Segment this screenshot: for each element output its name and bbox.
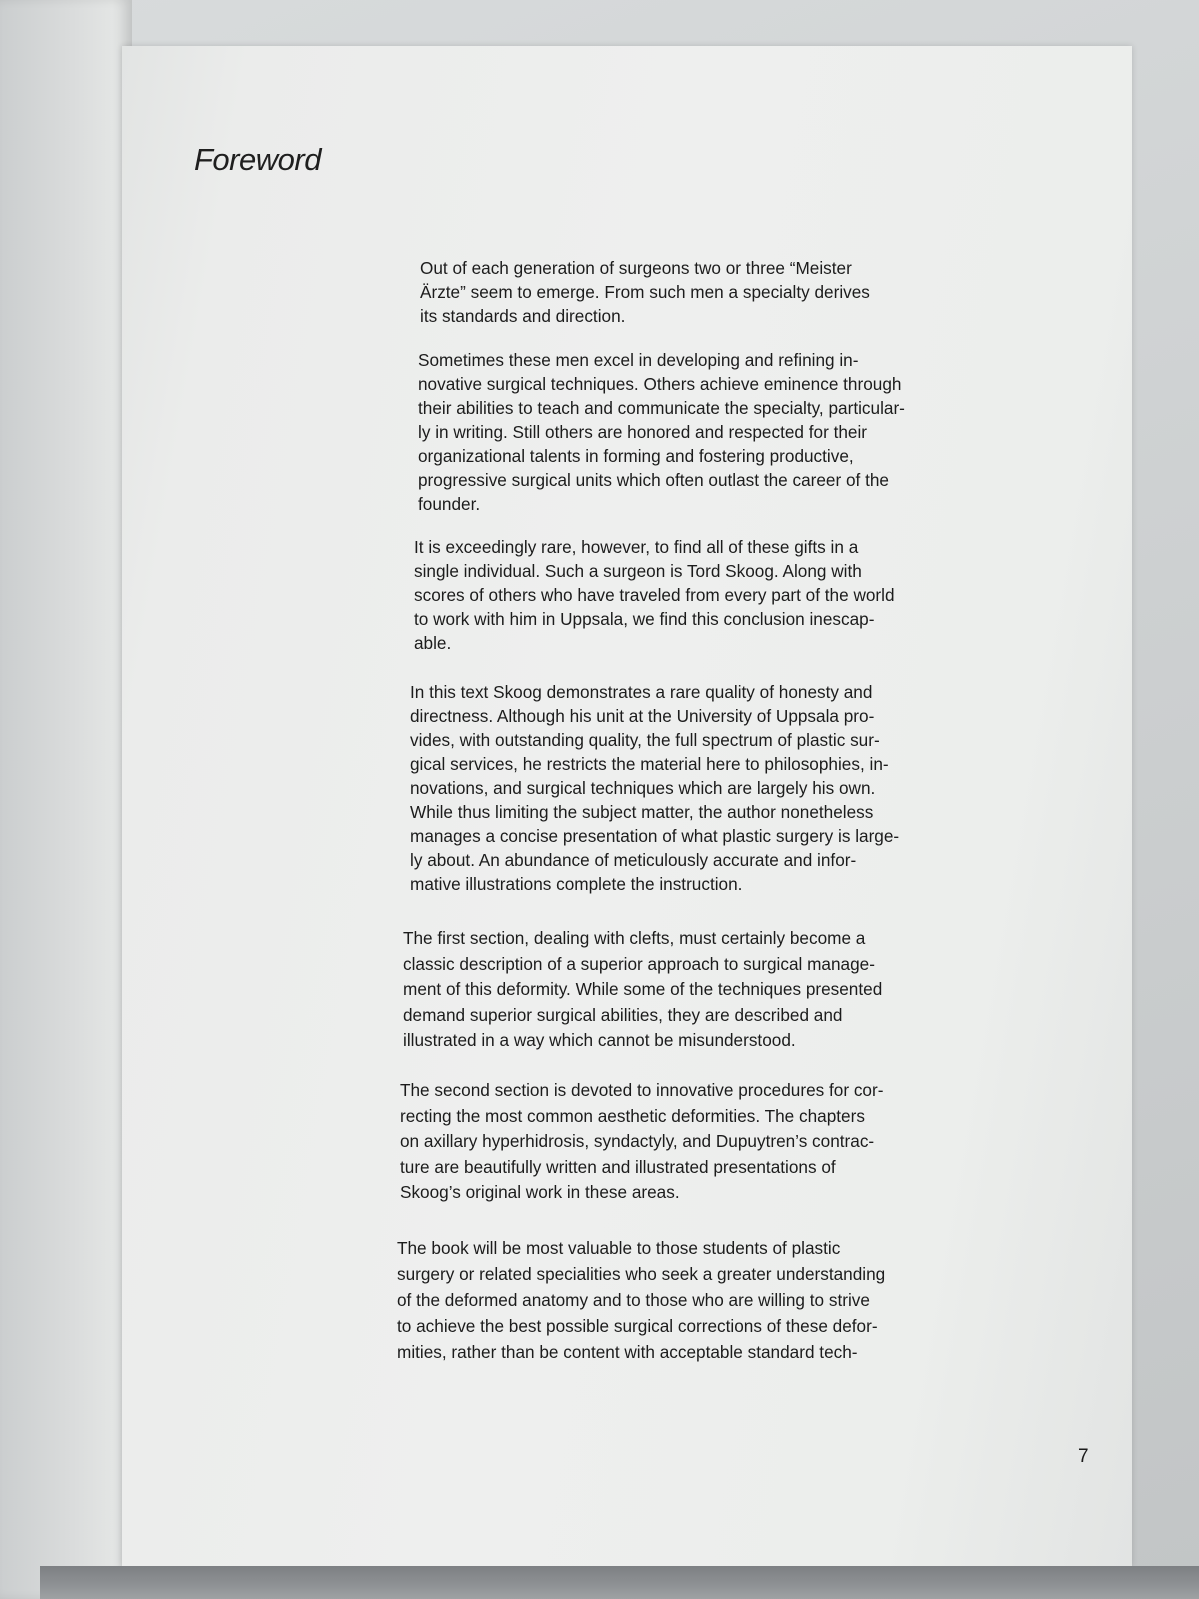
text-line: ly about. An abundance of meticulously accurate and infor-: [410, 850, 857, 870]
text-line: progressive surgical units which often outlast the career of the: [418, 470, 889, 490]
text-line: Out of each generation of surgeons two or three “Meister: [420, 258, 852, 278]
text-line: able.: [414, 633, 452, 653]
text-line: mative illustrations complete the instruction.: [410, 874, 743, 894]
text-line: While thus limiting the subject matter, the author nonetheless: [410, 802, 874, 822]
text-line: to achieve the best possible surgical corrections of these defor-: [397, 1316, 878, 1336]
text-line: surgery or related specialities who seek a greater understanding: [397, 1264, 886, 1284]
text-line: The book will be most valuable to those students of plastic: [397, 1238, 841, 1258]
page-bottom-edge-shadow: [40, 1566, 1199, 1599]
text-line: classic description of a superior approach to surgical manage-: [403, 953, 875, 974]
paragraph-4: [410, 680, 1030, 896]
text-line: Sometimes these men excel in developing and refining in-: [418, 350, 859, 370]
text-line: The first section, dealing with clefts, must certainly become a: [403, 928, 866, 948]
text-line: its standards and direction.: [420, 306, 626, 326]
text-line: demand superior surgical abilities, they are described and: [403, 1004, 843, 1025]
text-line: novative surgical techniques. Others achieve eminence through: [418, 374, 902, 394]
text-line: The second section is devoted to innovative procedures for cor-: [400, 1080, 884, 1100]
paragraph-6: [400, 1078, 1020, 1206]
text-line: to work with him in Uppsala, we find this conclusion inescap-: [414, 609, 875, 629]
paragraph-1: [420, 256, 1040, 328]
text-line: their abilities to teach and communicate the specialty, particular-: [418, 398, 905, 418]
text-line: single individual. Such a surgeon is Tord Skoog. Along with: [414, 561, 862, 581]
paragraph-7: [397, 1235, 1017, 1365]
text-line: recting the most common aesthetic deformities. The chapters: [400, 1105, 865, 1126]
text-line: vides, with outstanding quality, the full spectrum of plastic sur-: [410, 730, 880, 750]
text-line: Ärzte” seem to emerge. From such men a specialty derives: [420, 282, 870, 302]
facing-page-edge: [0, 0, 132, 1599]
text-line: In this text Skoog demonstrates a rare quality of honesty and: [410, 682, 873, 702]
text-line: illustrated in a way which cannot be misunderstood.: [403, 1030, 796, 1050]
page-number: 7: [1078, 1446, 1089, 1467]
text-line: gical services, he restricts the material here to philosophies, in-: [410, 754, 889, 774]
text-line: ment of this deformity. While some of the techniques presented: [403, 979, 883, 999]
text-line: Skoog’s original work in these areas.: [400, 1182, 680, 1202]
paragraph-3: [414, 535, 1034, 655]
text-line: It is exceedingly rare, however, to find all of these gifts in a: [414, 537, 859, 557]
text-line: scores of others who have traveled from every part of the world: [414, 585, 895, 605]
text-line: founder.: [418, 494, 481, 514]
text-line: ly in writing. Still others are honored and respected for their: [418, 422, 868, 442]
text-line: of the deformed anatomy and to those who are willing to strive: [397, 1290, 870, 1310]
paragraph-2: [418, 348, 1038, 516]
text-line: directness. Although his unit at the University of Uppsala pro-: [410, 706, 875, 726]
text-line: manages a concise presentation of what plastic surgery is large-: [410, 826, 900, 846]
text-line: novations, and surgical techniques which are largely his own.: [410, 778, 876, 798]
text-line: on axillary hyperhidrosis, syndactyly, and Dupuytren’s contrac-: [400, 1131, 875, 1151]
paragraph-5: [403, 926, 1023, 1054]
text-line: organizational talents in forming and fostering productive,: [418, 446, 854, 466]
text-line: mities, rather than be content with acceptable standard tech-: [397, 1342, 858, 1362]
page-title: Foreword: [194, 142, 321, 177]
text-line: ture are beautifully written and illustrated presentations of: [400, 1156, 836, 1177]
